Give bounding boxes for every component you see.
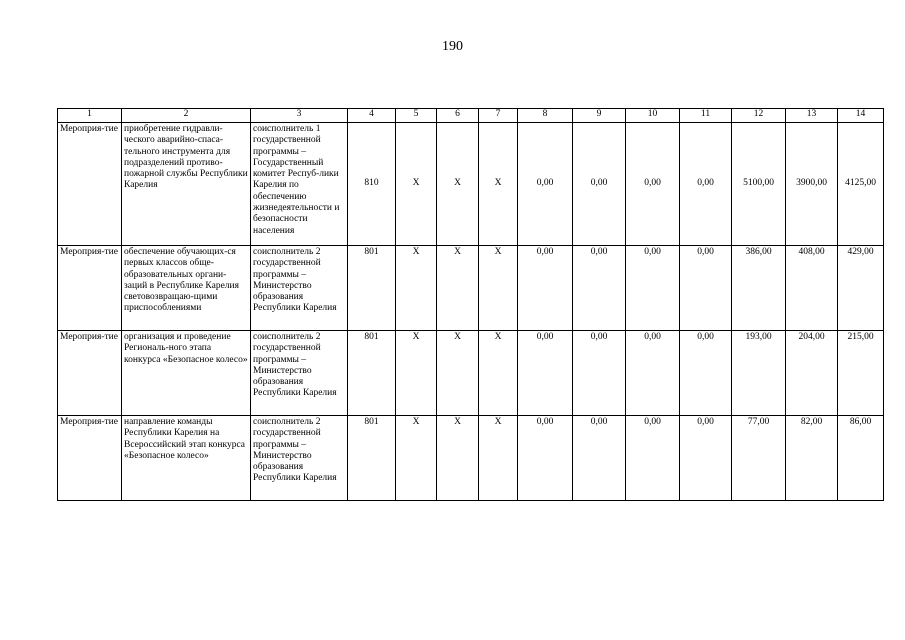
x-cell: X: [396, 331, 437, 416]
value-cell: 0,00: [680, 123, 732, 246]
value-cell: 5100,00: [732, 123, 786, 246]
column-header: 6: [437, 109, 479, 123]
column-header: 5: [396, 109, 437, 123]
x-cell: X: [396, 246, 437, 331]
value-cell: 0,00: [680, 246, 732, 331]
value-cell: 82,00: [786, 416, 838, 501]
executor-cell: соисполнитель 2 государственной программы – Министерство образования Республики Карелия: [251, 416, 348, 501]
column-header: 11: [680, 109, 732, 123]
x-cell: X: [437, 123, 479, 246]
value-cell: 0,00: [626, 331, 680, 416]
x-cell: X: [396, 416, 437, 501]
value-cell: 408,00: [786, 246, 838, 331]
column-header: 10: [626, 109, 680, 123]
program-activities-table: [57, 108, 884, 501]
value-cell: 77,00: [732, 416, 786, 501]
value-cell: 0,00: [573, 416, 626, 501]
value-cell: 0,00: [573, 246, 626, 331]
value-cell: 0,00: [573, 331, 626, 416]
column-header: 8: [518, 109, 573, 123]
activity-type-cell: Мероприя-тие: [58, 123, 122, 246]
table-row: [58, 331, 884, 416]
value-cell: 0,00: [518, 416, 573, 501]
column-header: 9: [573, 109, 626, 123]
value-cell: 193,00: [732, 331, 786, 416]
column-header: 14: [838, 109, 884, 123]
table-row: [58, 123, 884, 246]
value-cell: 3900,00: [786, 123, 838, 246]
code-cell: 801: [348, 331, 396, 416]
page-number: 190: [442, 39, 463, 54]
value-cell: 0,00: [518, 246, 573, 331]
column-header: 7: [479, 109, 518, 123]
value-cell: 204,00: [786, 331, 838, 416]
column-header: 4: [348, 109, 396, 123]
value-cell: 0,00: [626, 123, 680, 246]
x-cell: X: [479, 246, 518, 331]
activity-name-cell: приобретение гидравли-ческого аварийно-спаса-тельного инструмента для подразделений противо-пожарной службы Республики Карелия: [122, 123, 251, 246]
table-row: [58, 416, 884, 501]
x-cell: X: [437, 416, 479, 501]
x-cell: X: [396, 123, 437, 246]
value-cell: 86,00: [838, 416, 884, 501]
column-header: 3: [251, 109, 348, 123]
activity-type-cell: Мероприя-тие: [58, 331, 122, 416]
activity-name-cell: организация и проведение Региональ-ного этапа конкурса «Безопасное колесо»: [122, 331, 251, 416]
value-cell: 4125,00: [838, 123, 884, 246]
table-header-row: [58, 109, 884, 123]
value-cell: 0,00: [680, 331, 732, 416]
value-cell: 429,00: [838, 246, 884, 331]
value-cell: 215,00: [838, 331, 884, 416]
code-cell: 810: [348, 123, 396, 246]
activity-name-cell: обеспечение обучающих-ся первых классов обще-образовательных органи-заций в Республике Карелия световозвращаю-щими приспособлениями: [122, 246, 251, 331]
value-cell: 0,00: [626, 416, 680, 501]
value-cell: 0,00: [573, 123, 626, 246]
code-cell: 801: [348, 246, 396, 331]
value-cell: 386,00: [732, 246, 786, 331]
value-cell: 0,00: [626, 246, 680, 331]
x-cell: X: [479, 331, 518, 416]
code-cell: 801: [348, 416, 396, 501]
column-header: 13: [786, 109, 838, 123]
activity-name-cell: направление команды Республики Карелия на Всероссийский этап конкурса «Безопасное колесо»: [122, 416, 251, 501]
executor-cell: соисполнитель 2 государственной программы – Министерство образования Республики Карелия: [251, 331, 348, 416]
column-header: 1: [58, 109, 122, 123]
executor-cell: соисполнитель 2 государственной программы – Министерство образования Республики Карелия: [251, 246, 348, 331]
x-cell: X: [437, 331, 479, 416]
activity-type-cell: Мероприя-тие: [58, 416, 122, 501]
table-row: [58, 246, 884, 331]
x-cell: X: [479, 123, 518, 246]
x-cell: X: [479, 416, 518, 501]
x-cell: X: [437, 246, 479, 331]
executor-cell: соисполнитель 1 государственной программы – Государственный комитет Респуб-лики Карелия по обеспечению жизнедеятельности и безопасности населения: [251, 123, 348, 246]
value-cell: 0,00: [518, 123, 573, 246]
column-header: 12: [732, 109, 786, 123]
value-cell: 0,00: [680, 416, 732, 501]
activity-type-cell: Мероприя-тие: [58, 246, 122, 331]
column-header: 2: [122, 109, 251, 123]
value-cell: 0,00: [518, 331, 573, 416]
